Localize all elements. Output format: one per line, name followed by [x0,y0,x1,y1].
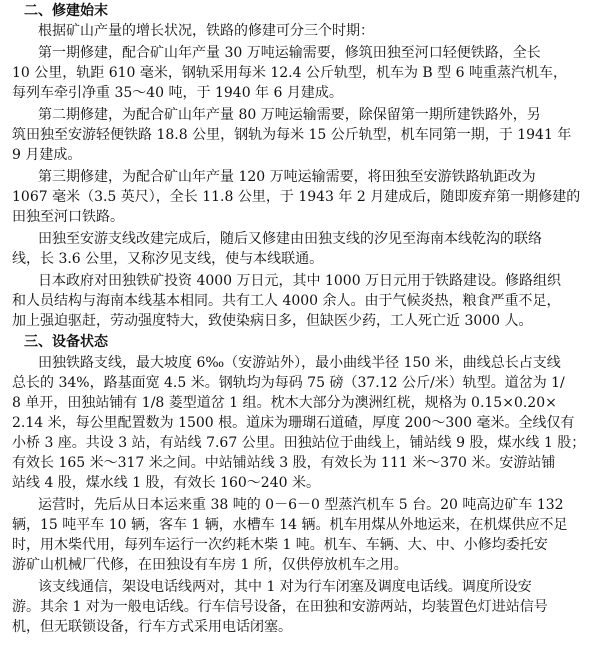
paragraph-line: 该支线通信，架设电话线两对，其中 1 对为行车闭塞及调度电话线。调度所设安 [38,579,532,595]
paragraph-line: 1067 毫米（3.5 英尺），全长 11.8 公里，于 1943 年 2 月建成后，随即废弃第一期修建的 [12,189,581,205]
paragraph-line: 田独铁路支线，最大坡度 6‰（安游站外），最小曲线半径 150 米，曲线总长占支线 [38,355,561,371]
paragraph-line: 田独至河口铁路。 [12,209,124,225]
paragraph-line: 辆，15 吨平车 10 辆，客车 1 辆，水槽车 14 辆。机车用煤从外地运来，在机煤供应不足 [12,517,568,533]
paragraph-line: 小桥 3 座。共设 3 站，有站线 7.67 公里。田独站位于曲线上，铺站线 9 股，煤水线 1 股； [12,435,586,451]
paragraph-line: 游。其余 1 对为一般电话线。行车信号设备，在田独和安游两站，均装置色灯进站信号 [12,599,548,615]
paragraph-line: 根据矿山产量的增长状况，铁路的修建可分三个时期： [38,23,374,39]
paragraph-line: 时，用木柴代用，每列车运行一次约耗木柴 1 吨。机车、车辆、大、中、小修均委托安 [12,537,548,553]
paragraph-line: 运营时，先后从日本运来重 38 吨的 0－6－0 型蒸汽机车 5 台。20 吨高边矿车 132 [38,497,564,513]
paragraph-line: 总长的 34%，路基面宽 4.5 米。钢轨均为每码 75 磅（37.12 公斤/米）轨型。道岔为 1/ [12,375,565,391]
paragraph-line: 2.14 米，每公里配置数为 1500 根。道床为珊瑚石道碴，厚度 200～300 毫米。全线仅有 [12,415,575,431]
paragraph-line: 机，但无联锁设备，行车方式采用电话闭塞。 [12,619,292,635]
paragraph-line: 站线 4 股，煤水线 1 股，有效长 160～240 米。 [12,475,320,491]
paragraph-line: 第一期修建，配合矿山年产量 30 万吨运输需要，修筑田独至河口轻便铁路，全长 [38,45,541,61]
paragraph-line: 日本政府对田独铁矿投资 4000 万日元，其中 1000 万日元用于铁路建设。修路组织 [38,273,562,289]
paragraph-line: 筑田独至安游轻便铁路 18.8 公里，钢轨为每米 15 公斤轨型，机车同第一期，于 1941 年 [12,127,572,143]
paragraph-line: 第三期修建，为配合矿山年产量 120 万吨运输需要，将田独至安游铁路轨距改为 [38,169,536,185]
paragraph-line: 第二期修建，为配合矿山年产量 80 万吨运输需要，除保留第一期所建铁路外，另 [38,107,541,123]
section-heading-equipment: 三、设备状态 [24,334,108,350]
paragraph-line: 和人员结构与海南本线基本相同。共有工人 4000 余人。由于气候炎热，粮食严重不足， [12,293,561,309]
paragraph-line: 线，长 3.6 公里，又称汐见支线，使与本线联通。 [12,251,324,267]
paragraph-line: 有效长 165 米～317 米之间。中站铺站线 3 股，有效长为 111 米～370 米。安游站铺 [12,455,556,471]
paragraph-line: 田独至安游支线改建完成后，随后又修建由田独支线的汐见至海南本线乾沟的联络 [38,231,542,247]
paragraph-line: 8 单开，田独站铺有 1/8 菱型道岔 1 组。枕木大部分为澳洲红桄，规格为 0.15×0.20× [12,395,557,411]
paragraph-line: 10 公里，轨距 610 毫米，钢轨采用每米 12.4 公斤轨型，机车为 B 型 6 吨重蒸汽机车， [12,65,567,81]
section-heading-construction: 二、修建始末 [24,3,108,19]
paragraph-line: 每列车牵引净重 35～40 吨，于 1940 年 6 月建成。 [12,85,343,101]
paragraph-line: 9 月建成。 [12,147,82,163]
paragraph-line: 游矿山机械厂代修，在田独设有车房 1 所，仅供停放机车之用。 [12,557,408,573]
paragraph-line: 加上强迫驱赶，劳动强度特大，致使染病日多，但缺医少药，工人死亡近 3000 人。 [12,313,533,329]
